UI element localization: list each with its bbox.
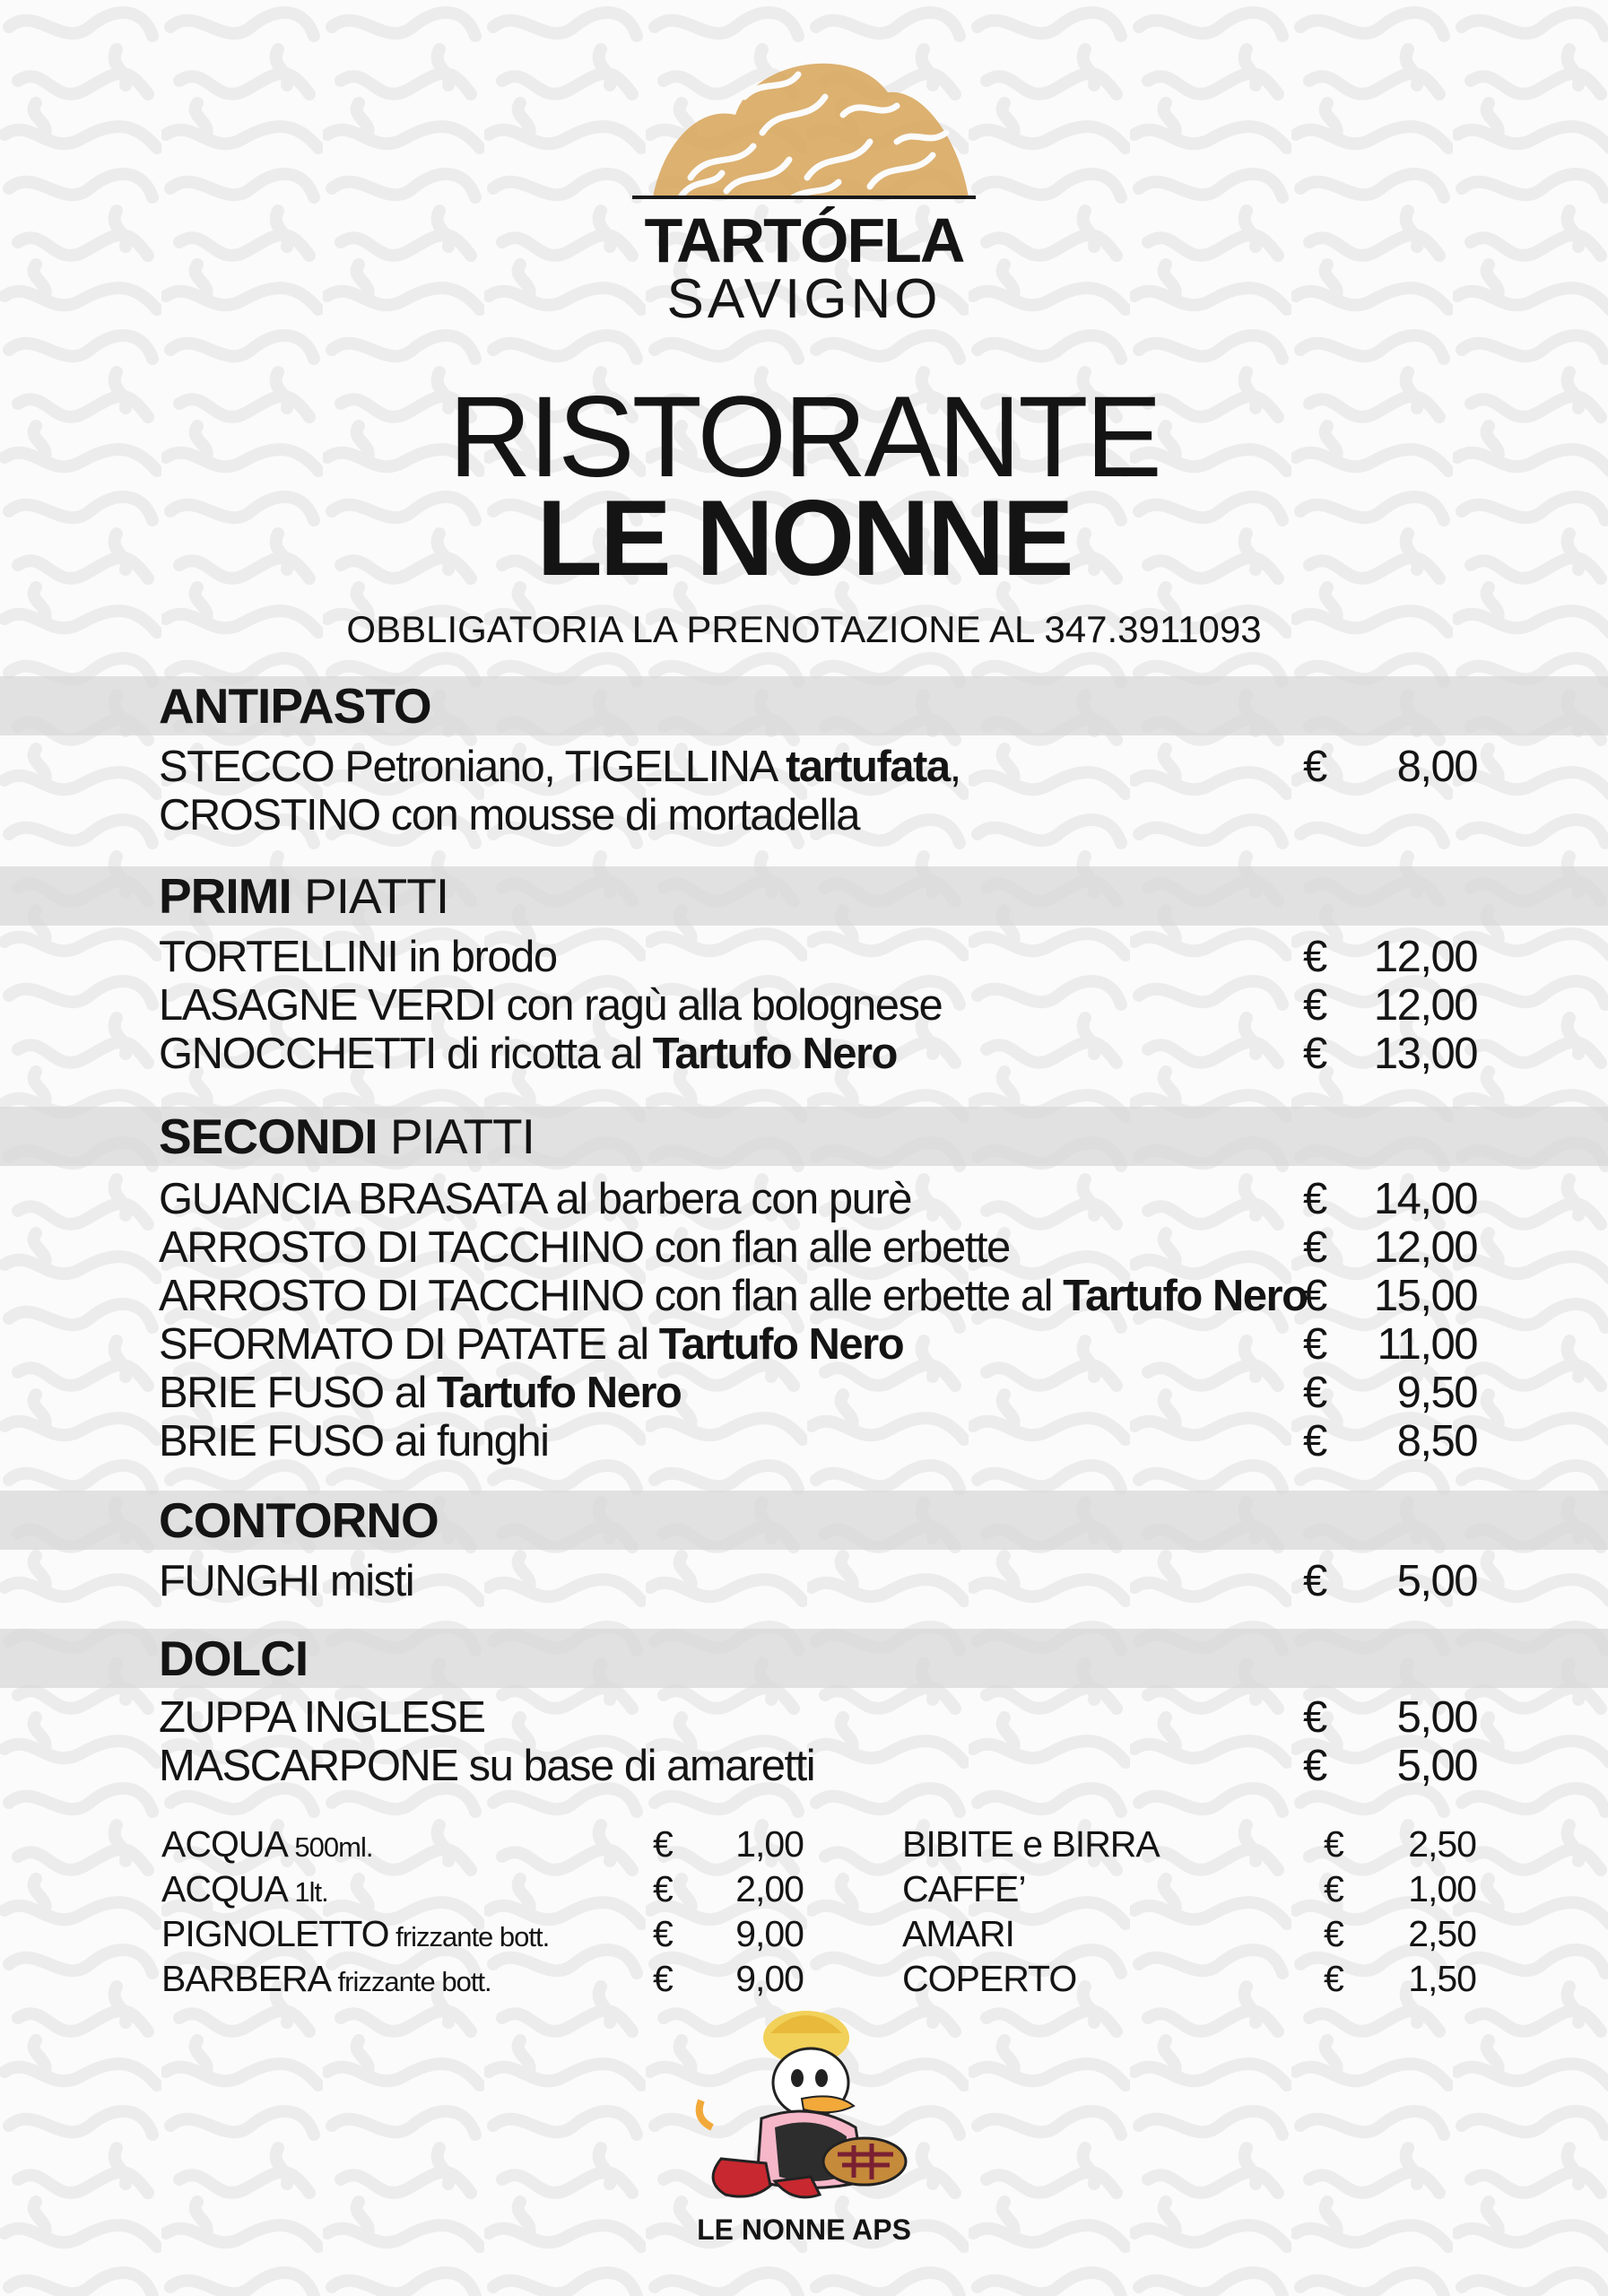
- menu-item: TORTELLINI in brodo € 12,00: [159, 933, 1477, 981]
- euro-icon: €: [1303, 981, 1326, 1030]
- drink-price: 2,00: [735, 1868, 804, 1909]
- drink-price: 1,00: [735, 1823, 804, 1865]
- euro-icon: €: [1303, 1320, 1326, 1369]
- menu-item-price: 5,00: [1396, 1693, 1477, 1742]
- menu-item-price: 11,00: [1377, 1320, 1477, 1369]
- logo-brand: TARTÓFLA: [644, 205, 964, 275]
- menu-item-price: 12,00: [1373, 981, 1477, 1030]
- menu-item-price: 5,00: [1396, 1557, 1477, 1605]
- menu-item-price: 12,00: [1373, 933, 1477, 981]
- euro-icon: €: [1303, 1175, 1326, 1223]
- drink-price: 1,50: [1408, 1958, 1476, 1999]
- drink-item: PIGNOLETTO frizzante bott. € 9,00: [161, 1913, 804, 1954]
- menu-item: BRIE FUSO ai funghi € 8,50: [159, 1417, 1477, 1465]
- euro-icon: €: [1324, 1823, 1343, 1865]
- menu-item: ARROSTO DI TACCHINO con flan alle erbette € 12,00: [159, 1223, 1477, 1272]
- menu-item: STECCO Petroniano, TIGELLINA tartufata, € 8,00: [159, 743, 1477, 791]
- section-title-antipasto: ANTIPASTO: [159, 678, 431, 734]
- menu-item: GNOCCHETTI di ricotta al Tartufo Nero € 13,00: [159, 1030, 1477, 1078]
- euro-icon: €: [1303, 1693, 1326, 1742]
- menu-item-price: 5,00: [1396, 1742, 1477, 1790]
- menu-item-price: 13,00: [1373, 1030, 1477, 1078]
- section-title-contorno: CONTORNO: [159, 1492, 439, 1548]
- euro-icon: €: [1303, 1272, 1326, 1320]
- menu-item: CROSTINO con mousse di mortadella: [159, 791, 860, 839]
- menu-item: MASCARPONE su base di amaretti € 5,00: [159, 1742, 1477, 1790]
- logo-place: SAVIGNO: [666, 268, 942, 330]
- euro-icon: €: [1324, 1958, 1343, 1999]
- drink-item: ACQUA 1lt. € 2,00: [161, 1868, 804, 1909]
- menu-item: ARROSTO DI TACCHINO con flan alle erbette al Tartufo Nero € 15,00: [159, 1272, 1477, 1320]
- drink-price: 2,50: [1408, 1823, 1476, 1865]
- euro-icon: €: [1303, 1557, 1326, 1605]
- restaurant-name: LE NONNE: [536, 478, 1072, 598]
- menu-item-price: 15,00: [1373, 1272, 1477, 1320]
- grandma-duck-mascot-icon: [685, 2002, 920, 2208]
- menu-item: ZUPPA INGLESE € 5,00: [159, 1693, 1477, 1742]
- booking-notice: OBBLIGATORIA LA PRENOTAZIONE AL 347.3911093: [346, 608, 1262, 650]
- drink-item: AMARI € 2,50: [902, 1913, 1476, 1954]
- menu-item: BRIE FUSO al Tartufo Nero € 9,50: [159, 1369, 1477, 1417]
- section-title-secondi: SECONDI PIATTI: [159, 1109, 535, 1164]
- euro-icon: €: [653, 1823, 673, 1865]
- drink-price: 2,50: [1408, 1913, 1476, 1954]
- euro-icon: €: [1303, 1223, 1326, 1272]
- euro-icon: €: [1303, 1369, 1326, 1417]
- euro-icon: €: [1324, 1913, 1343, 1954]
- drink-item: COPERTO € 1,50: [902, 1958, 1476, 1999]
- footer-org: LE NONNE APS: [697, 2213, 911, 2246]
- menu-item-price: 9,50: [1396, 1369, 1477, 1417]
- euro-icon: €: [1303, 1417, 1326, 1465]
- menu-item-price: 8,00: [1396, 743, 1477, 791]
- drink-item: BIBITE e BIRRA € 2,50: [902, 1823, 1476, 1865]
- restaurant-label: RISTORANTE: [448, 373, 1160, 501]
- euro-icon: €: [653, 1913, 673, 1954]
- drink-item: BARBERA frizzante bott. € 9,00: [161, 1958, 804, 1999]
- truffle-logo-icon: [628, 43, 980, 204]
- drink-price: 9,00: [735, 1958, 804, 1999]
- menu-item-price: 14,00: [1373, 1175, 1477, 1223]
- euro-icon: €: [1303, 743, 1326, 791]
- drink-price: 1,00: [1408, 1868, 1476, 1909]
- menu-item-price: 12,00: [1373, 1223, 1477, 1272]
- section-title-dolci: DOLCI: [159, 1631, 309, 1686]
- menu-item: LASAGNE VERDI con ragù alla bolognese € 12,00: [159, 981, 1477, 1030]
- drink-price: 9,00: [735, 1913, 804, 1954]
- euro-icon: €: [1324, 1868, 1343, 1909]
- euro-icon: €: [653, 1868, 673, 1909]
- drink-item: CAFFE’ € 1,00: [902, 1868, 1476, 1909]
- euro-icon: €: [1303, 1030, 1326, 1078]
- euro-icon: €: [1303, 933, 1326, 981]
- euro-icon: €: [1303, 1742, 1326, 1790]
- euro-icon: €: [653, 1958, 673, 1999]
- section-title-primi: PRIMI PIATTI: [159, 868, 449, 924]
- menu-item: GUANCIA BRASATA al barbera con purè € 14,00: [159, 1175, 1477, 1223]
- menu-item-price: 8,50: [1396, 1417, 1477, 1465]
- drink-item: ACQUA 500ml. € 1,00: [161, 1823, 804, 1865]
- menu-item: SFORMATO DI PATATE al Tartufo Nero € 11,00: [159, 1320, 1477, 1369]
- menu-item: FUNGHI misti € 5,00: [159, 1557, 1477, 1605]
